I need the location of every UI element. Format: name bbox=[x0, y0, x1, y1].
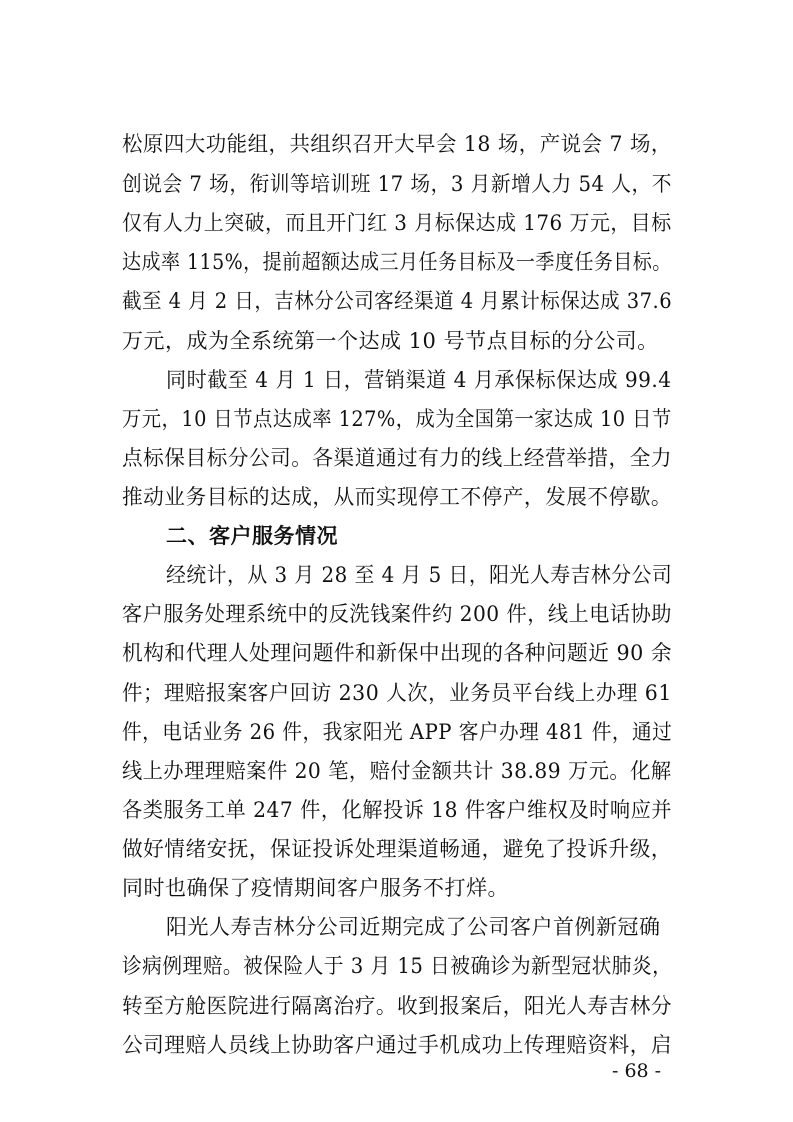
body-text-line: 仅有人力上突破，而且开门红 3 月标保达成 176 万元，目标 bbox=[122, 211, 672, 235]
body-text-line: 同时截至 4 月 1 日，营销渠道 4 月承保标保达成 99.4 bbox=[166, 368, 672, 392]
body-text-line: 松原四大功能组，共组织召开大早会 18 场，产说会 7 场， bbox=[122, 132, 672, 156]
body-text-line: 截至 4 月 2 日，吉林分公司客经渠道 4 月累计标保达成 37.6 bbox=[122, 289, 673, 313]
body-text-line: 件，电话业务 26 件，我家阳光 APP 客户办理 481 件，通过 bbox=[122, 720, 673, 744]
body-text-line: 件；理赔报案客户回访 230 人次，业务员平台线上办理 61 bbox=[122, 681, 672, 705]
body-text-line: 万元，成为全系统第一个达成 10 号节点目标的分公司。 bbox=[122, 329, 659, 353]
body-text-line: 推动业务目标的达成，从而实现停工不停产，发展不停歇。 bbox=[122, 485, 673, 509]
body-text-line: 做好情绪安抚，保证投诉处理渠道畅通，避免了投诉升级， bbox=[122, 837, 673, 861]
body-text-line: 各类服务工单 247 件，化解投诉 18 件客户维权及时响应并 bbox=[122, 798, 673, 822]
body-text-line: 线上办理理赔案件 20 笔，赔付金额共计 38.89 万元。化解 bbox=[122, 759, 672, 783]
body-text-line: 公司理赔人员线上协助客户通过手机成功上传理赔资料，启 bbox=[122, 1033, 673, 1057]
body-text-line: 客户服务处理系统中的反洗钱案件约 200 件，线上电话协助 bbox=[122, 602, 672, 626]
body-text-line: 机构和代理人处理问题件和新保中出现的各种问题近 90 余 bbox=[122, 641, 673, 665]
page-number: - 68 - bbox=[612, 1060, 662, 1082]
body-text-line: 创说会 7 场，衔训等培训班 17 场，3 月新增人力 54 人，不 bbox=[122, 172, 672, 196]
body-text-line: 同时也确保了疫情期间客户服务不打烊。 bbox=[122, 876, 509, 900]
body-text-line: 诊病例理赔。被保险人于 3 月 15 日被确诊为新型冠状肺炎， bbox=[122, 954, 673, 978]
body-text-line: 点标保目标分公司。各渠道通过有力的线上经营举措，全力 bbox=[122, 446, 673, 470]
body-text-line: 万元，10 日节点达成率 127%，成为全国第一家达成 10 日节 bbox=[122, 407, 672, 431]
section-heading: 二、客户服务情况 bbox=[166, 524, 338, 548]
body-text-line: 经统计，从 3 月 28 至 4 月 5 日，阳光人寿吉林分公司 bbox=[166, 563, 673, 587]
body-text-line: 转至方舱医院进行隔离治疗。收到报案后，阳光人寿吉林分 bbox=[122, 994, 673, 1018]
body-text-line: 达成率 115%，提前超额达成三月任务目标及一季度任务目标。 bbox=[122, 250, 672, 274]
body-text-line: 阳光人寿吉林分公司近期完成了公司客户首例新冠确 bbox=[166, 915, 661, 939]
